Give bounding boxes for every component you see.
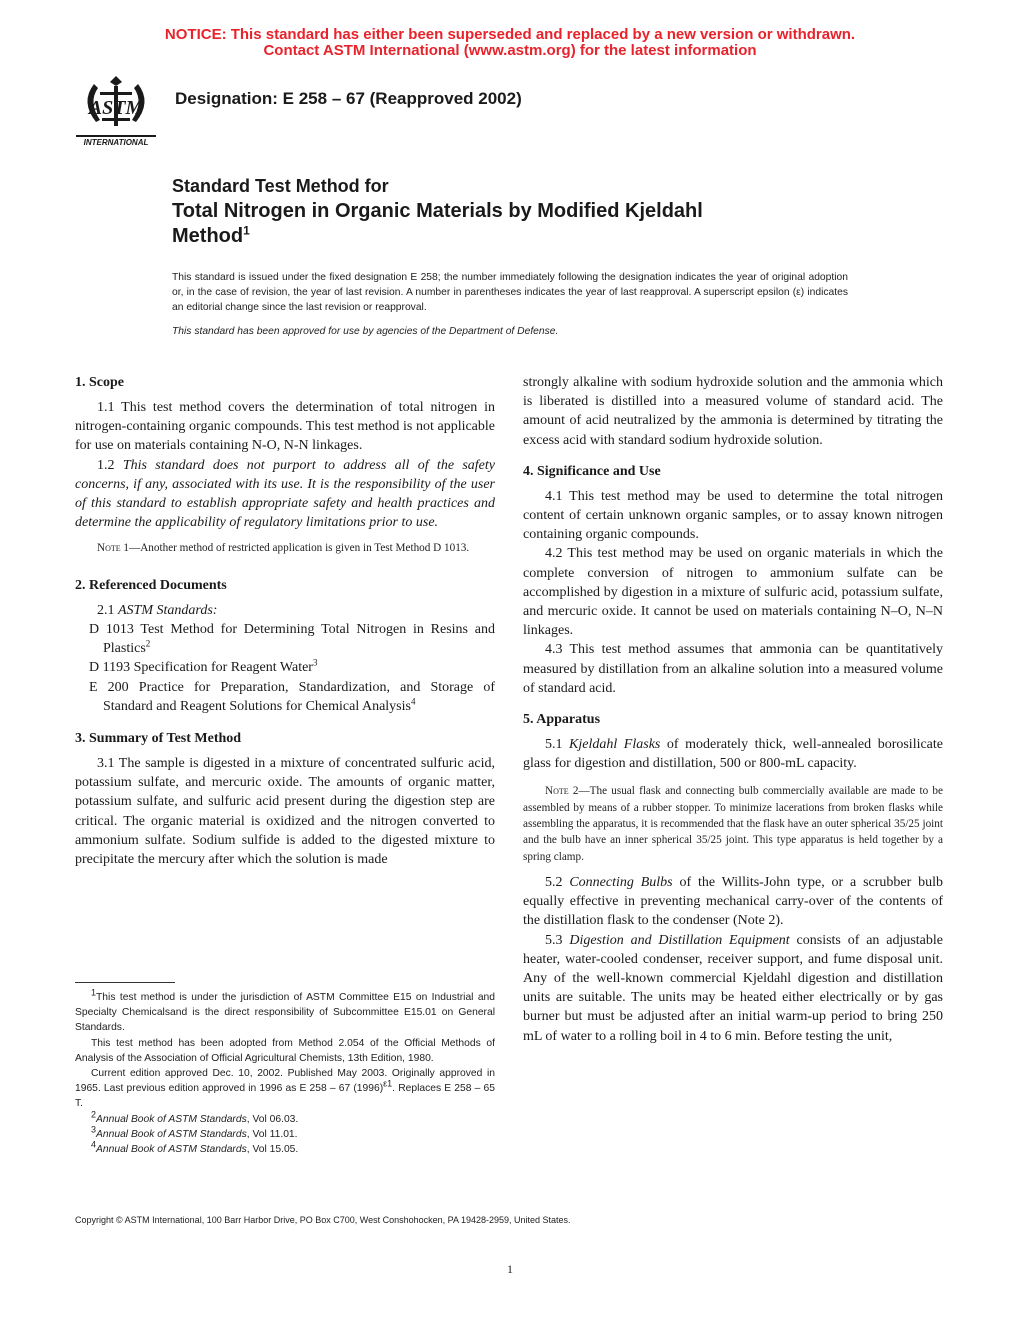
section-2-heading: 2. Referenced Documents [75, 577, 227, 593]
ref-e200-text: E 200 Practice for Preparation, Standardization, and Storage of Standard and Reagent Solutions for Chemical Analysis [89, 679, 495, 714]
ref-e200-fn: 4 [410, 696, 416, 707]
notice-banner [0, 27, 1020, 59]
ref-e200 [75, 678, 495, 716]
para-2-1-text: ASTM Standards: [118, 602, 218, 618]
note-1 [75, 540, 495, 556]
right-column [523, 373, 943, 1046]
para-3-1: 3.1 The sample is digested in a mixture of concentrated sulfuric acid, potassium sulfate, and mercuric oxide. The amounts of organic matter, potassium sulfate, and sulfuric acid present during the digestion step are critical. The organic material is oxidized and the nitrogen converted to ammonium sulfate. Sodium sulfide is added to the digested mixture to precipitate the mercury after which the solution is made [75, 755, 495, 867]
footnote-rule [75, 982, 175, 983]
title-line-2b: Method [172, 225, 244, 247]
notice-line-2: Contact ASTM International (www.astm.org) for the latest information [263, 42, 757, 59]
note-2-text: —The usual flask and connecting bulb commercially available are made to be assembled by means of a rubber stopper. To minimize lacerations from broken flasks while assembling the apparatus, it is recommended that the flask have an outer spherical 35/25 joint and the bulb have an inner spherical 35/25 joint. This type apparatus is held together by a spring clamp. [523, 785, 943, 863]
para-3-1-continued: strongly alkaline with sodium hydroxide solution and the ammonia which is liberated is distilled into a measured volume of standard acid. The amount of acid neutralized by the ammonia is determined by titrating the excess acid with standard sodium hydroxide solution. [523, 375, 943, 448]
footnote-3-italic: Annual Book of ASTM Standards [96, 1128, 247, 1140]
para-1-2-text: This standard does not purport to address all of the safety concerns, if any, associated with its use. It is the responsibility of the user of this standard to establish appropriate safety and health practices and determine the applicability of regulatory limitations prior to use. [75, 457, 495, 531]
para-5-2 [523, 873, 943, 931]
note-2-label: Note 2 [545, 785, 579, 798]
astm-logo-rule [76, 135, 156, 137]
footnote-2-mark: 2 [91, 1109, 97, 1120]
footnote-3-mark: 3 [91, 1124, 97, 1135]
para-4-2: 4.2 This test method may be used on organic materials in which the complete conversion of nitrogen to ammonium sulfate can be accomplished by digestion in a mixture of sulfuric acid, potassium sulfate, and mercuric oxide. It cannot be used on materials containing N–O, N–N linkages. [523, 546, 943, 639]
para-1-2 [75, 456, 495, 533]
section-5-heading: 5. Apparatus [523, 712, 601, 728]
standard-title [172, 175, 703, 249]
designation: Designation: E 258 – 67 (Reapproved 2002) [175, 89, 522, 108]
footnote-3 [75, 1124, 495, 1142]
footnote-2 [75, 1109, 495, 1127]
section-1-heading: 1. Scope [75, 375, 124, 390]
footnote-1-text: This test method is under the jurisdiction of ASTM Committee E15 on Industrial and Specialty Chemicalsand is the direct responsibility of Subcommittee E15.01 on General Standards. [75, 992, 495, 1034]
footnote-2-rest: , Vol 06.03. [246, 1113, 299, 1125]
note-2 [523, 783, 943, 864]
para-5-1-text: of moderately thick, well-annealed borosilicate glass for digestion and distillation, 500 or 800-mL capacity. [523, 737, 943, 772]
para-4-3: 4.3 This test method assumes that ammonia can be quantitatively measured by distillation from an alkaline solution into a measured volume of standard acid. [523, 642, 943, 696]
para-5-1-num: 5.1 [545, 737, 570, 753]
footnote-1c-epsilon: ε1 [383, 1078, 393, 1089]
footnote-4-rest: , Vol 15.05. [246, 1144, 299, 1156]
notice-line-1: NOTICE: This standard has either been superseded and replaced by a new version or withdrawn. [164, 26, 856, 43]
note-1-label: Note 1 [97, 542, 130, 555]
footnote-1 [75, 987, 495, 1036]
title-line-2a: Total Nitrogen in Organic Materials by Modified Kjeldahl [172, 200, 703, 222]
section-3-heading: 3. Summary of Test Method [75, 730, 242, 746]
para-5-2-text: of the Willits-John type, or a scrubber bulb equally effective in preventing mechanical carry-over of the contents of the distillation flask to the condenser (Note 2). [523, 874, 944, 929]
astm-logo-caption: INTERNATIONAL [83, 138, 149, 147]
footnote-1-mark: 1 [91, 987, 97, 998]
footnote-3-rest: , Vol 11.01. [246, 1128, 298, 1140]
ref-d1013-fn: 2 [145, 638, 151, 649]
ref-d1013 [75, 620, 495, 658]
para-5-3-text: consists of an adjustable heater, water-cooled condenser, receiver support, and fume disposal unit. Any of the well-known commercial Kjeldahl digestion and distillation units are suitable. The units may be heated either electrically or by gas burner but must be adjusted after an initial warm-up period to bring 250 mL of water to a rolling boil in 4 to 6 min. Before testing the unit, [523, 932, 943, 1044]
para-5-2-italic: Connecting Bulbs [569, 874, 673, 890]
title-line-2 [172, 199, 703, 249]
para-5-1 [523, 735, 943, 773]
section-4-heading: 4. Significance and Use [523, 463, 661, 479]
title-footnote-ref: 1 [243, 223, 250, 238]
para-4-1: 4.1 This test method may be used to determine the total nitrogen content of certain unknown organic samples, or to assay known nitrogen containing organic compounds. [523, 488, 943, 543]
para-5-1-italic: Kjeldahl Flasks [569, 737, 661, 753]
footnotes [75, 987, 495, 1157]
para-1-1: 1.1 This test method covers the determination of total nitrogen in nitrogen-containing organic compounds. This test method is not applicable for use on materials containing N-O, N-N linkages. [75, 400, 495, 454]
title-line-1: Standard Test Method for [172, 176, 389, 196]
footnote-4 [75, 1139, 495, 1157]
footnote-1c [75, 1066, 495, 1112]
ref-d1193 [75, 658, 495, 677]
footnote-1c-end: . Replaces E 258 – 65 T. [75, 1083, 495, 1110]
astm-logo [70, 72, 162, 148]
ref-d1193-text: D 1193 Specification for Reagent Water [89, 660, 313, 676]
para-5-2-num: 5.2 [545, 874, 570, 890]
footnote-4-italic: Annual Book of ASTM Standards [96, 1144, 247, 1156]
ref-d1193-fn: 3 [312, 657, 318, 668]
left-column [75, 373, 495, 869]
issue-statement: This standard is issued under the fixed designation E 258; the number immediately following the designation indicates the year of original adoption or, in the case of revision, the year of last revision. A number in parentheses indicates the year of last reapproval. A superscript epsilon (ε) indicates an editorial change since the last revision or reapproval. [172, 272, 848, 314]
astm-logo-letters: ASTM [88, 97, 144, 119]
footnote-2-italic: Annual Book of ASTM Standards [96, 1113, 247, 1125]
dod-approval: This standard has been approved for use by agencies of the Department of Defense. [172, 326, 559, 337]
note-1-text: —Another method of restricted application is given in Test Method D 1013. [129, 542, 470, 555]
page-number: 1 [507, 1262, 513, 1276]
footnote-1c-text: Current edition approved Dec. 10, 2002. Published May 2003. Originally approved in 1965. Last previous edition approved in 1996 as E 258 – 67 (1996) [75, 1068, 495, 1095]
footnote-1b: This test method has been adopted from Method 2.054 of the Official Methods of Analysis of the Association of Official Agricultural Chemists, 13th Edition, 1980. [75, 1037, 495, 1064]
ref-d1013-text: D 1013 Test Method for Determining Total Nitrogen in Resins and Plastics [89, 621, 495, 657]
para-1-2-num: 1.2 [97, 457, 123, 473]
para-5-3 [523, 931, 943, 1046]
para-5-3-num: 5.3 [545, 932, 570, 948]
para-5-3-italic: Digestion and Distillation Equipment [569, 932, 790, 948]
para-2-1-num: 2.1 [97, 602, 118, 618]
copyright-line: Copyright © ASTM International, 100 Barr Harbor Drive, PO Box C700, West Conshohocken, PA 19428-2959, United States. [75, 1215, 571, 1225]
para-2-1 [75, 601, 495, 620]
footnote-4-mark: 4 [91, 1139, 97, 1150]
